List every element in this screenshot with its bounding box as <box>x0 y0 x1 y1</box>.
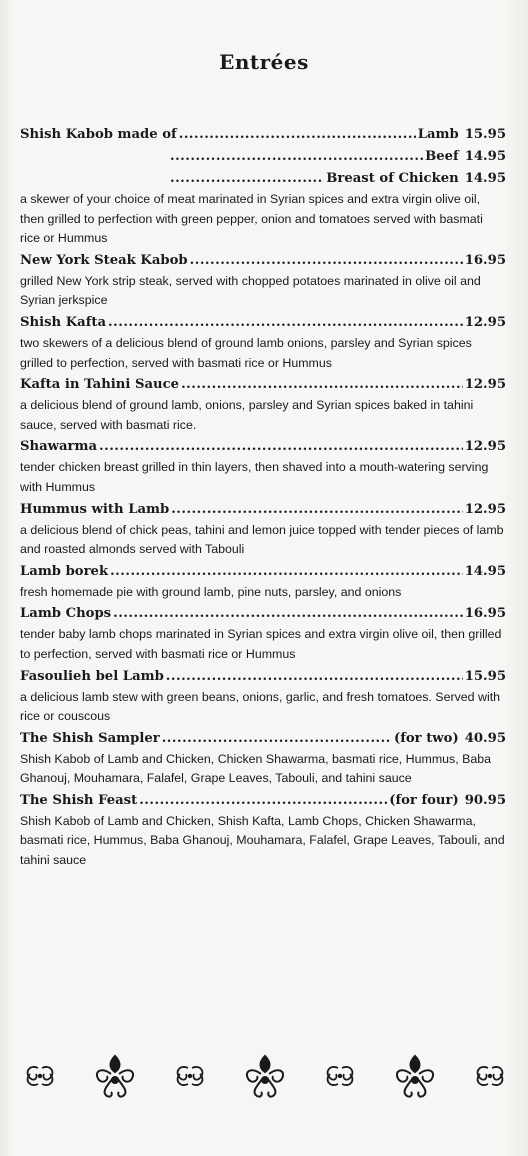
dot-leader <box>190 250 463 272</box>
menu-item-line <box>20 603 506 625</box>
item-price: 15.95 <box>464 127 506 142</box>
item-qualifier: (for two) <box>393 730 459 746</box>
item-description: tender baby lamb chops marinated in Syrian spices and extra virgin olive oil, then grilled to perfection, served with basmati rice or Hummus <box>20 627 502 661</box>
entree-list <box>20 124 506 872</box>
menu-item-line <box>20 124 506 146</box>
item-name: Shish Kafta <box>20 314 107 330</box>
item-description: two skewers of a delicious blend of ground lamb onions, parsley and Syrian spices grilled to perfection, served with basmati rice or Hummus <box>20 335 472 370</box>
item-name: Lamb borek <box>20 563 109 579</box>
menu-item <box>20 124 506 249</box>
menu-item-line <box>20 436 506 458</box>
item-price: 12.95 <box>464 314 506 330</box>
page-title: Entrées <box>219 50 309 74</box>
item-name: Lamb Chops <box>20 606 112 622</box>
menu-item-line <box>20 374 506 396</box>
menu-item-line <box>20 728 506 750</box>
dot-leader <box>113 603 463 625</box>
menu-item-line <box>20 666 506 688</box>
item-price: 90.95 <box>464 792 506 808</box>
item-name: Fasoulieh bel Lamb <box>20 668 164 684</box>
item-price: 14.95 <box>464 149 506 164</box>
item-price: 14.95 <box>464 563 506 579</box>
menu-item <box>20 728 506 789</box>
small-scroll-icon <box>328 1067 353 1085</box>
menu-item <box>20 374 506 435</box>
item-price: 15.95 <box>464 668 506 684</box>
item-description: a delicious lamb stew with green beans, onions, garlic, and fresh tomatoes. Served with rice or couscous <box>20 689 501 724</box>
fleur-icon <box>97 1056 133 1097</box>
menu-item <box>20 666 506 727</box>
item-qualifier: Beef <box>425 149 459 164</box>
item-description: tender chicken breast grilled in thin layers, then shaved into a mouth-watering serving with Hummus <box>20 460 489 494</box>
item-name: The Shish Feast <box>20 792 138 808</box>
item-description: a skewer of your choice of meat marinated in Syrian spices and extra virgin olive oil, then grilled to perfection with green pepper, onion and tomatoes served with basmati rice or Hummus <box>20 192 483 246</box>
dot-leader <box>170 168 324 190</box>
item-description: grilled New York strip steak, served with chopped potatoes marinated in olive oil and Syrian jerkspice <box>20 273 481 308</box>
item-price: 40.95 <box>464 730 506 746</box>
item-price: 16.95 <box>464 252 506 268</box>
small-scroll-icon <box>28 1067 53 1085</box>
menu-item <box>20 250 506 311</box>
item-description: Shish Kabob of Lamb and Chicken, Shish Kafta, Lamb Chops, Chicken Shawarma, basmati rice, Hummus, Baba Ghanouj, Mouhamara, Falafel, Grape Leaves, Tabouli, and tahini sauce <box>20 813 505 868</box>
item-description: Shish Kabob of Lamb and Chicken, Chicken Shawarma, basmati rice, Hummus, Baba Ghanouj, Mouhamara, Falafel, Grape Leaves, Tabouli, and tahini sauce <box>20 751 492 786</box>
item-name: Kafta in Tahini Sauce <box>20 377 180 393</box>
dot-leader <box>139 790 387 812</box>
item-price: 16.95 <box>464 606 506 622</box>
item-name: The Shish Sampler <box>20 730 160 746</box>
dot-leader <box>171 499 463 521</box>
item-description: fresh homemade pie with ground lamb, pine nuts, parsley, and onions <box>20 584 402 599</box>
dot-leader <box>110 561 463 583</box>
item-description: a delicious blend of chick peas, tahini and lemon juice topped with tender pieces of lamb and roasted almonds served with Tabouli <box>20 522 504 557</box>
item-qualifier: Lamb <box>417 127 459 142</box>
menu-item-line <box>20 499 506 521</box>
small-scroll-icon <box>478 1067 503 1085</box>
ornament-row <box>20 1048 510 1104</box>
item-name: New York Steak Kabob <box>20 252 188 268</box>
item-price: 12.95 <box>464 439 506 455</box>
menu-item <box>20 499 506 560</box>
dot-leader <box>162 728 392 750</box>
menu-item <box>20 436 506 497</box>
menu-item-line <box>20 250 506 272</box>
item-price: 12.95 <box>464 377 506 393</box>
item-name: Shish Kabob made of <box>20 127 177 142</box>
menu-item-line <box>20 561 506 583</box>
item-name: Hummus with Lamb <box>20 501 170 517</box>
menu-item-line <box>20 168 506 190</box>
item-name: Shawarma <box>20 439 98 455</box>
dot-leader <box>166 666 463 688</box>
menu-item <box>20 790 506 871</box>
item-price: 12.95 <box>464 501 506 517</box>
menu-item <box>20 312 506 373</box>
item-price: 14.95 <box>464 171 506 186</box>
menu-item-line <box>20 790 506 812</box>
item-qualifier: (for four) <box>389 792 459 808</box>
dot-leader <box>170 146 423 168</box>
small-scroll-icon <box>178 1067 203 1085</box>
dot-leader <box>179 124 416 146</box>
fleur-icon <box>247 1056 283 1097</box>
menu-item <box>20 561 506 603</box>
dot-leader <box>108 312 463 334</box>
dot-leader <box>99 436 463 458</box>
dot-leader <box>181 374 463 396</box>
menu-item <box>20 603 506 664</box>
item-description: a delicious blend of ground lamb, onions, parsley and Syrian spices baked in tahini sauce, served with basmati rice. <box>20 398 474 432</box>
item-qualifier: Breast of Chicken <box>326 171 459 186</box>
menu-item-line <box>20 312 506 334</box>
menu-item-line <box>20 146 506 168</box>
fleur-icon <box>397 1056 433 1097</box>
